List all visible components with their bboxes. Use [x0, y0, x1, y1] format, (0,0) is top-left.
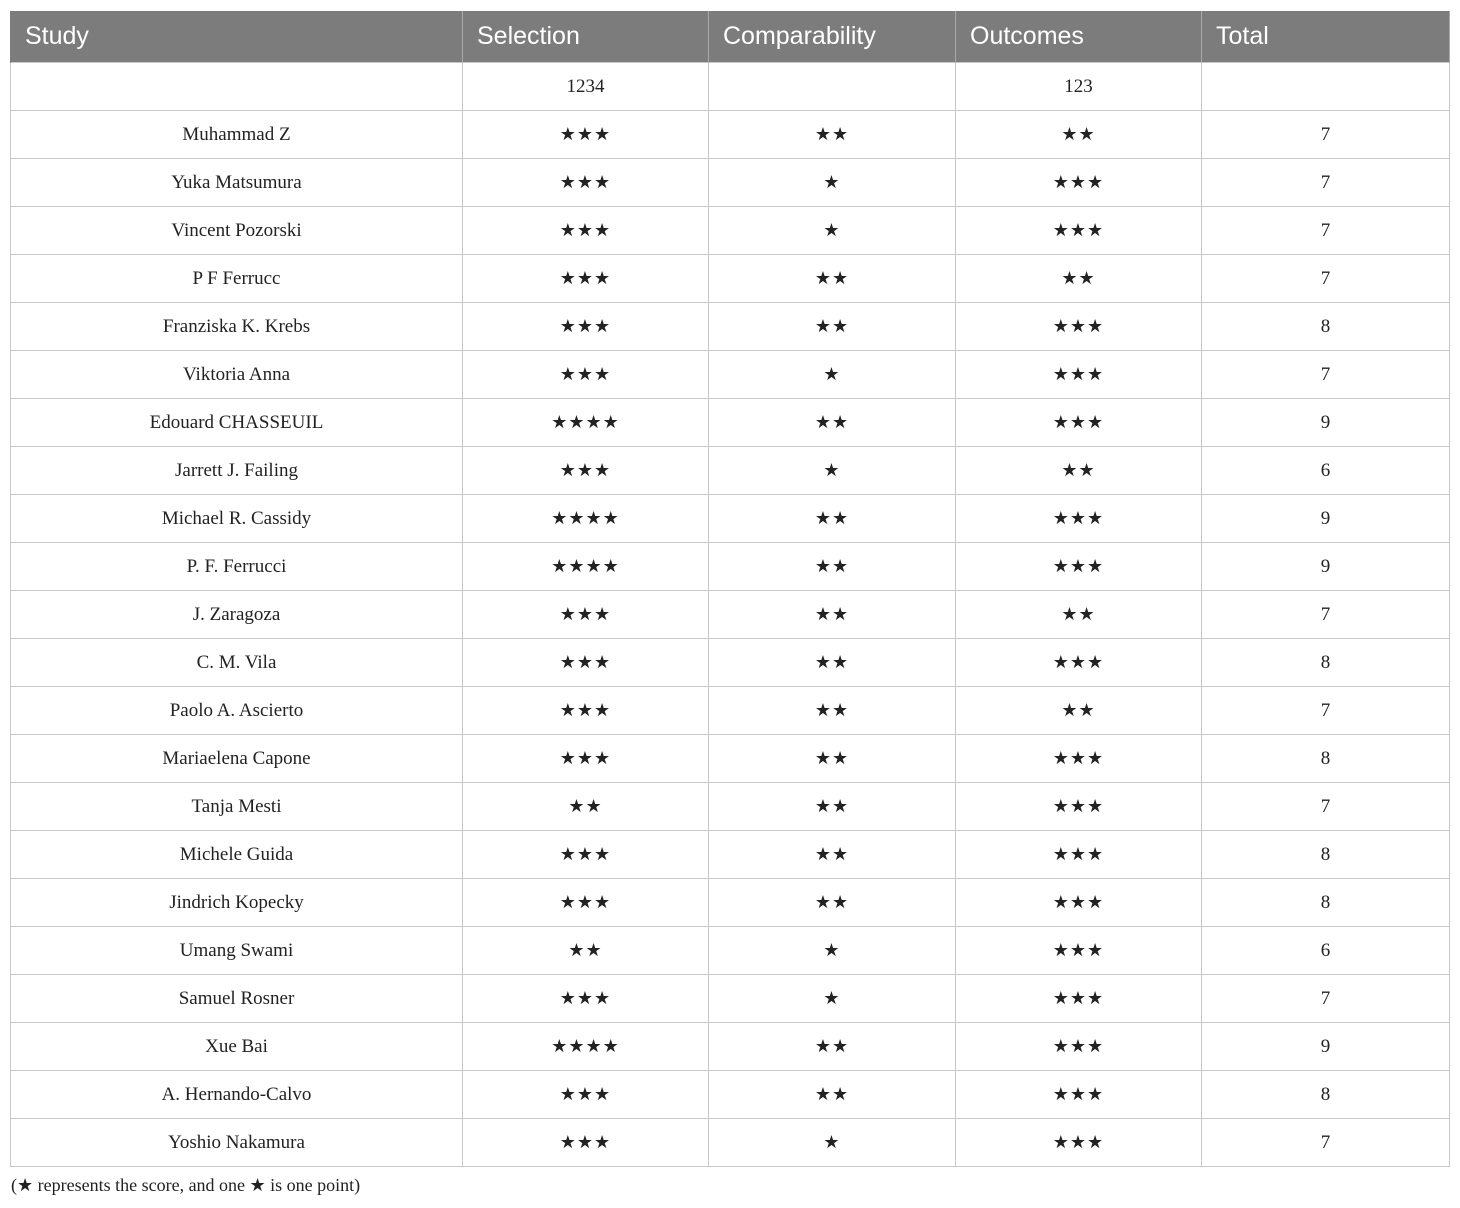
- subheader-outcomes-items: 123: [956, 63, 1202, 111]
- comparability-stars-cell: ★★: [709, 111, 956, 159]
- total-score-cell: 7: [1202, 1119, 1450, 1167]
- table-row: [11, 1071, 1450, 1119]
- table-row: [11, 207, 1450, 255]
- outcomes-stars-cell: ★★★: [956, 159, 1202, 207]
- total-score-cell: 9: [1202, 1023, 1450, 1071]
- outcomes-stars-cell: ★★★: [956, 351, 1202, 399]
- comparability-stars-cell: ★★: [709, 687, 956, 735]
- selection-stars-cell: ★★★★: [463, 543, 709, 591]
- comparability-stars-cell: ★: [709, 975, 956, 1023]
- total-score-cell: 8: [1202, 303, 1450, 351]
- outcomes-stars-cell: ★★: [956, 447, 1202, 495]
- study-cell: Edouard CHASSEUIL: [11, 399, 463, 447]
- study-cell: P F Ferrucc: [11, 255, 463, 303]
- study-cell: Vincent Pozorski: [11, 207, 463, 255]
- outcomes-stars-cell: ★★: [956, 111, 1202, 159]
- study-cell: J. Zaragoza: [11, 591, 463, 639]
- header-study: Study: [11, 11, 463, 63]
- total-score-cell: 8: [1202, 735, 1450, 783]
- selection-stars-cell: ★★★: [463, 639, 709, 687]
- outcomes-stars-cell: ★★★: [956, 975, 1202, 1023]
- total-score-cell: 8: [1202, 1071, 1450, 1119]
- quality-assessment-table: [10, 11, 1450, 1167]
- selection-stars-cell: ★★★: [463, 975, 709, 1023]
- comparability-stars-cell: ★★: [709, 831, 956, 879]
- outcomes-stars-cell: ★★★: [956, 879, 1202, 927]
- total-score-cell: 8: [1202, 639, 1450, 687]
- comparability-stars-cell: ★: [709, 159, 956, 207]
- comparability-stars-cell: ★★: [709, 495, 956, 543]
- comparability-stars-cell: ★★: [709, 303, 956, 351]
- table-row: [11, 543, 1450, 591]
- selection-stars-cell: ★★★: [463, 879, 709, 927]
- table-row: [11, 303, 1450, 351]
- selection-stars-cell: ★★★: [463, 447, 709, 495]
- outcomes-stars-cell: ★★★: [956, 783, 1202, 831]
- subheader-selection-items: 1234: [463, 63, 709, 111]
- selection-stars-cell: ★★★: [463, 735, 709, 783]
- table-row: [11, 975, 1450, 1023]
- comparability-stars-cell: ★: [709, 927, 956, 975]
- selection-stars-cell: ★★★: [463, 159, 709, 207]
- selection-stars-cell: ★★★: [463, 303, 709, 351]
- total-score-cell: 6: [1202, 447, 1450, 495]
- total-score-cell: 8: [1202, 831, 1450, 879]
- study-cell: Yoshio Nakamura: [11, 1119, 463, 1167]
- total-score-cell: 7: [1202, 207, 1450, 255]
- total-score-cell: 7: [1202, 111, 1450, 159]
- selection-stars-cell: ★★★: [463, 207, 709, 255]
- study-cell: Yuka Matsumura: [11, 159, 463, 207]
- selection-stars-cell: ★★★: [463, 831, 709, 879]
- selection-stars-cell: ★★★★: [463, 399, 709, 447]
- total-score-cell: 7: [1202, 255, 1450, 303]
- study-cell: Tanja Mesti: [11, 783, 463, 831]
- comparability-stars-cell: ★★: [709, 879, 956, 927]
- table-row: [11, 1119, 1450, 1167]
- header-comparability: Comparability: [709, 11, 956, 63]
- table-row: [11, 879, 1450, 927]
- comparability-stars-cell: ★: [709, 207, 956, 255]
- subheader-study: [11, 63, 463, 111]
- total-score-cell: 7: [1202, 591, 1450, 639]
- outcomes-stars-cell: ★★★: [956, 831, 1202, 879]
- outcomes-stars-cell: ★★: [956, 255, 1202, 303]
- subheader-row: [11, 63, 1450, 111]
- comparability-stars-cell: ★★: [709, 399, 956, 447]
- table-row: [11, 447, 1450, 495]
- comparability-stars-cell: ★★: [709, 639, 956, 687]
- outcomes-stars-cell: ★★★: [956, 1023, 1202, 1071]
- table-row: [11, 351, 1450, 399]
- table-row: [11, 783, 1450, 831]
- outcomes-stars-cell: ★★★: [956, 399, 1202, 447]
- header-selection: Selection: [463, 11, 709, 63]
- comparability-stars-cell: ★★: [709, 735, 956, 783]
- selection-stars-cell: ★★★: [463, 687, 709, 735]
- study-cell: Xue Bai: [11, 1023, 463, 1071]
- study-cell: Jarrett J. Failing: [11, 447, 463, 495]
- total-score-cell: 7: [1202, 351, 1450, 399]
- table-body: [11, 63, 1450, 1167]
- outcomes-stars-cell: ★★★: [956, 543, 1202, 591]
- total-score-cell: 6: [1202, 927, 1450, 975]
- outcomes-stars-cell: ★★: [956, 591, 1202, 639]
- study-cell: C. M. Vila: [11, 639, 463, 687]
- study-cell: P. F. Ferrucci: [11, 543, 463, 591]
- table-row: [11, 1023, 1450, 1071]
- outcomes-stars-cell: ★★★: [956, 927, 1202, 975]
- quality-assessment-table-container: [10, 11, 1449, 1167]
- total-score-cell: 8: [1202, 879, 1450, 927]
- total-score-cell: 9: [1202, 543, 1450, 591]
- study-cell: Paolo A. Ascierto: [11, 687, 463, 735]
- outcomes-stars-cell: ★★★: [956, 495, 1202, 543]
- selection-stars-cell: ★★: [463, 783, 709, 831]
- outcomes-stars-cell: ★★★: [956, 303, 1202, 351]
- study-cell: Muhammad Z: [11, 111, 463, 159]
- table-row: [11, 399, 1450, 447]
- outcomes-stars-cell: ★★★: [956, 207, 1202, 255]
- table-row: [11, 159, 1450, 207]
- total-score-cell: 7: [1202, 687, 1450, 735]
- table-footnote: (★ represents the score, and one ★ is one point): [11, 1175, 361, 1195]
- header-total: Total: [1202, 11, 1450, 63]
- table-row: [11, 111, 1450, 159]
- study-cell: Michael R. Cassidy: [11, 495, 463, 543]
- table-row: [11, 735, 1450, 783]
- comparability-stars-cell: ★: [709, 1119, 956, 1167]
- study-cell: Viktoria Anna: [11, 351, 463, 399]
- comparability-stars-cell: ★★: [709, 255, 956, 303]
- total-score-cell: 7: [1202, 159, 1450, 207]
- total-score-cell: 7: [1202, 975, 1450, 1023]
- table-header-row: [11, 11, 1450, 63]
- total-score-cell: 9: [1202, 399, 1450, 447]
- comparability-stars-cell: ★★: [709, 543, 956, 591]
- outcomes-stars-cell: ★★: [956, 687, 1202, 735]
- study-cell: Michele Guida: [11, 831, 463, 879]
- study-cell: Mariaelena Capone: [11, 735, 463, 783]
- selection-stars-cell: ★★: [463, 927, 709, 975]
- table-row: [11, 687, 1450, 735]
- table-row: [11, 927, 1450, 975]
- total-score-cell: 9: [1202, 495, 1450, 543]
- total-score-cell: 7: [1202, 783, 1450, 831]
- comparability-stars-cell: ★: [709, 447, 956, 495]
- subheader-total: [1202, 63, 1450, 111]
- selection-stars-cell: ★★★: [463, 111, 709, 159]
- study-cell: Franziska K. Krebs: [11, 303, 463, 351]
- comparability-stars-cell: ★: [709, 351, 956, 399]
- study-cell: Samuel Rosner: [11, 975, 463, 1023]
- selection-stars-cell: ★★★: [463, 1071, 709, 1119]
- outcomes-stars-cell: ★★★: [956, 735, 1202, 783]
- selection-stars-cell: ★★★★: [463, 1023, 709, 1071]
- study-cell: Umang Swami: [11, 927, 463, 975]
- table-row: [11, 591, 1450, 639]
- study-cell: A. Hernando-Calvo: [11, 1071, 463, 1119]
- selection-stars-cell: ★★★: [463, 255, 709, 303]
- comparability-stars-cell: ★★: [709, 1071, 956, 1119]
- outcomes-stars-cell: ★★★: [956, 1119, 1202, 1167]
- table-row: [11, 639, 1450, 687]
- selection-stars-cell: ★★★: [463, 1119, 709, 1167]
- table-row: [11, 255, 1450, 303]
- comparability-stars-cell: ★★: [709, 1023, 956, 1071]
- comparability-stars-cell: ★★: [709, 783, 956, 831]
- table-row: [11, 831, 1450, 879]
- selection-stars-cell: ★★★: [463, 591, 709, 639]
- selection-stars-cell: ★★★★: [463, 495, 709, 543]
- table-row: [11, 495, 1450, 543]
- header-outcomes: Outcomes: [956, 11, 1202, 63]
- subheader-comparability: [709, 63, 956, 111]
- study-cell: Jindrich Kopecky: [11, 879, 463, 927]
- selection-stars-cell: ★★★: [463, 351, 709, 399]
- comparability-stars-cell: ★★: [709, 591, 956, 639]
- outcomes-stars-cell: ★★★: [956, 1071, 1202, 1119]
- outcomes-stars-cell: ★★★: [956, 639, 1202, 687]
